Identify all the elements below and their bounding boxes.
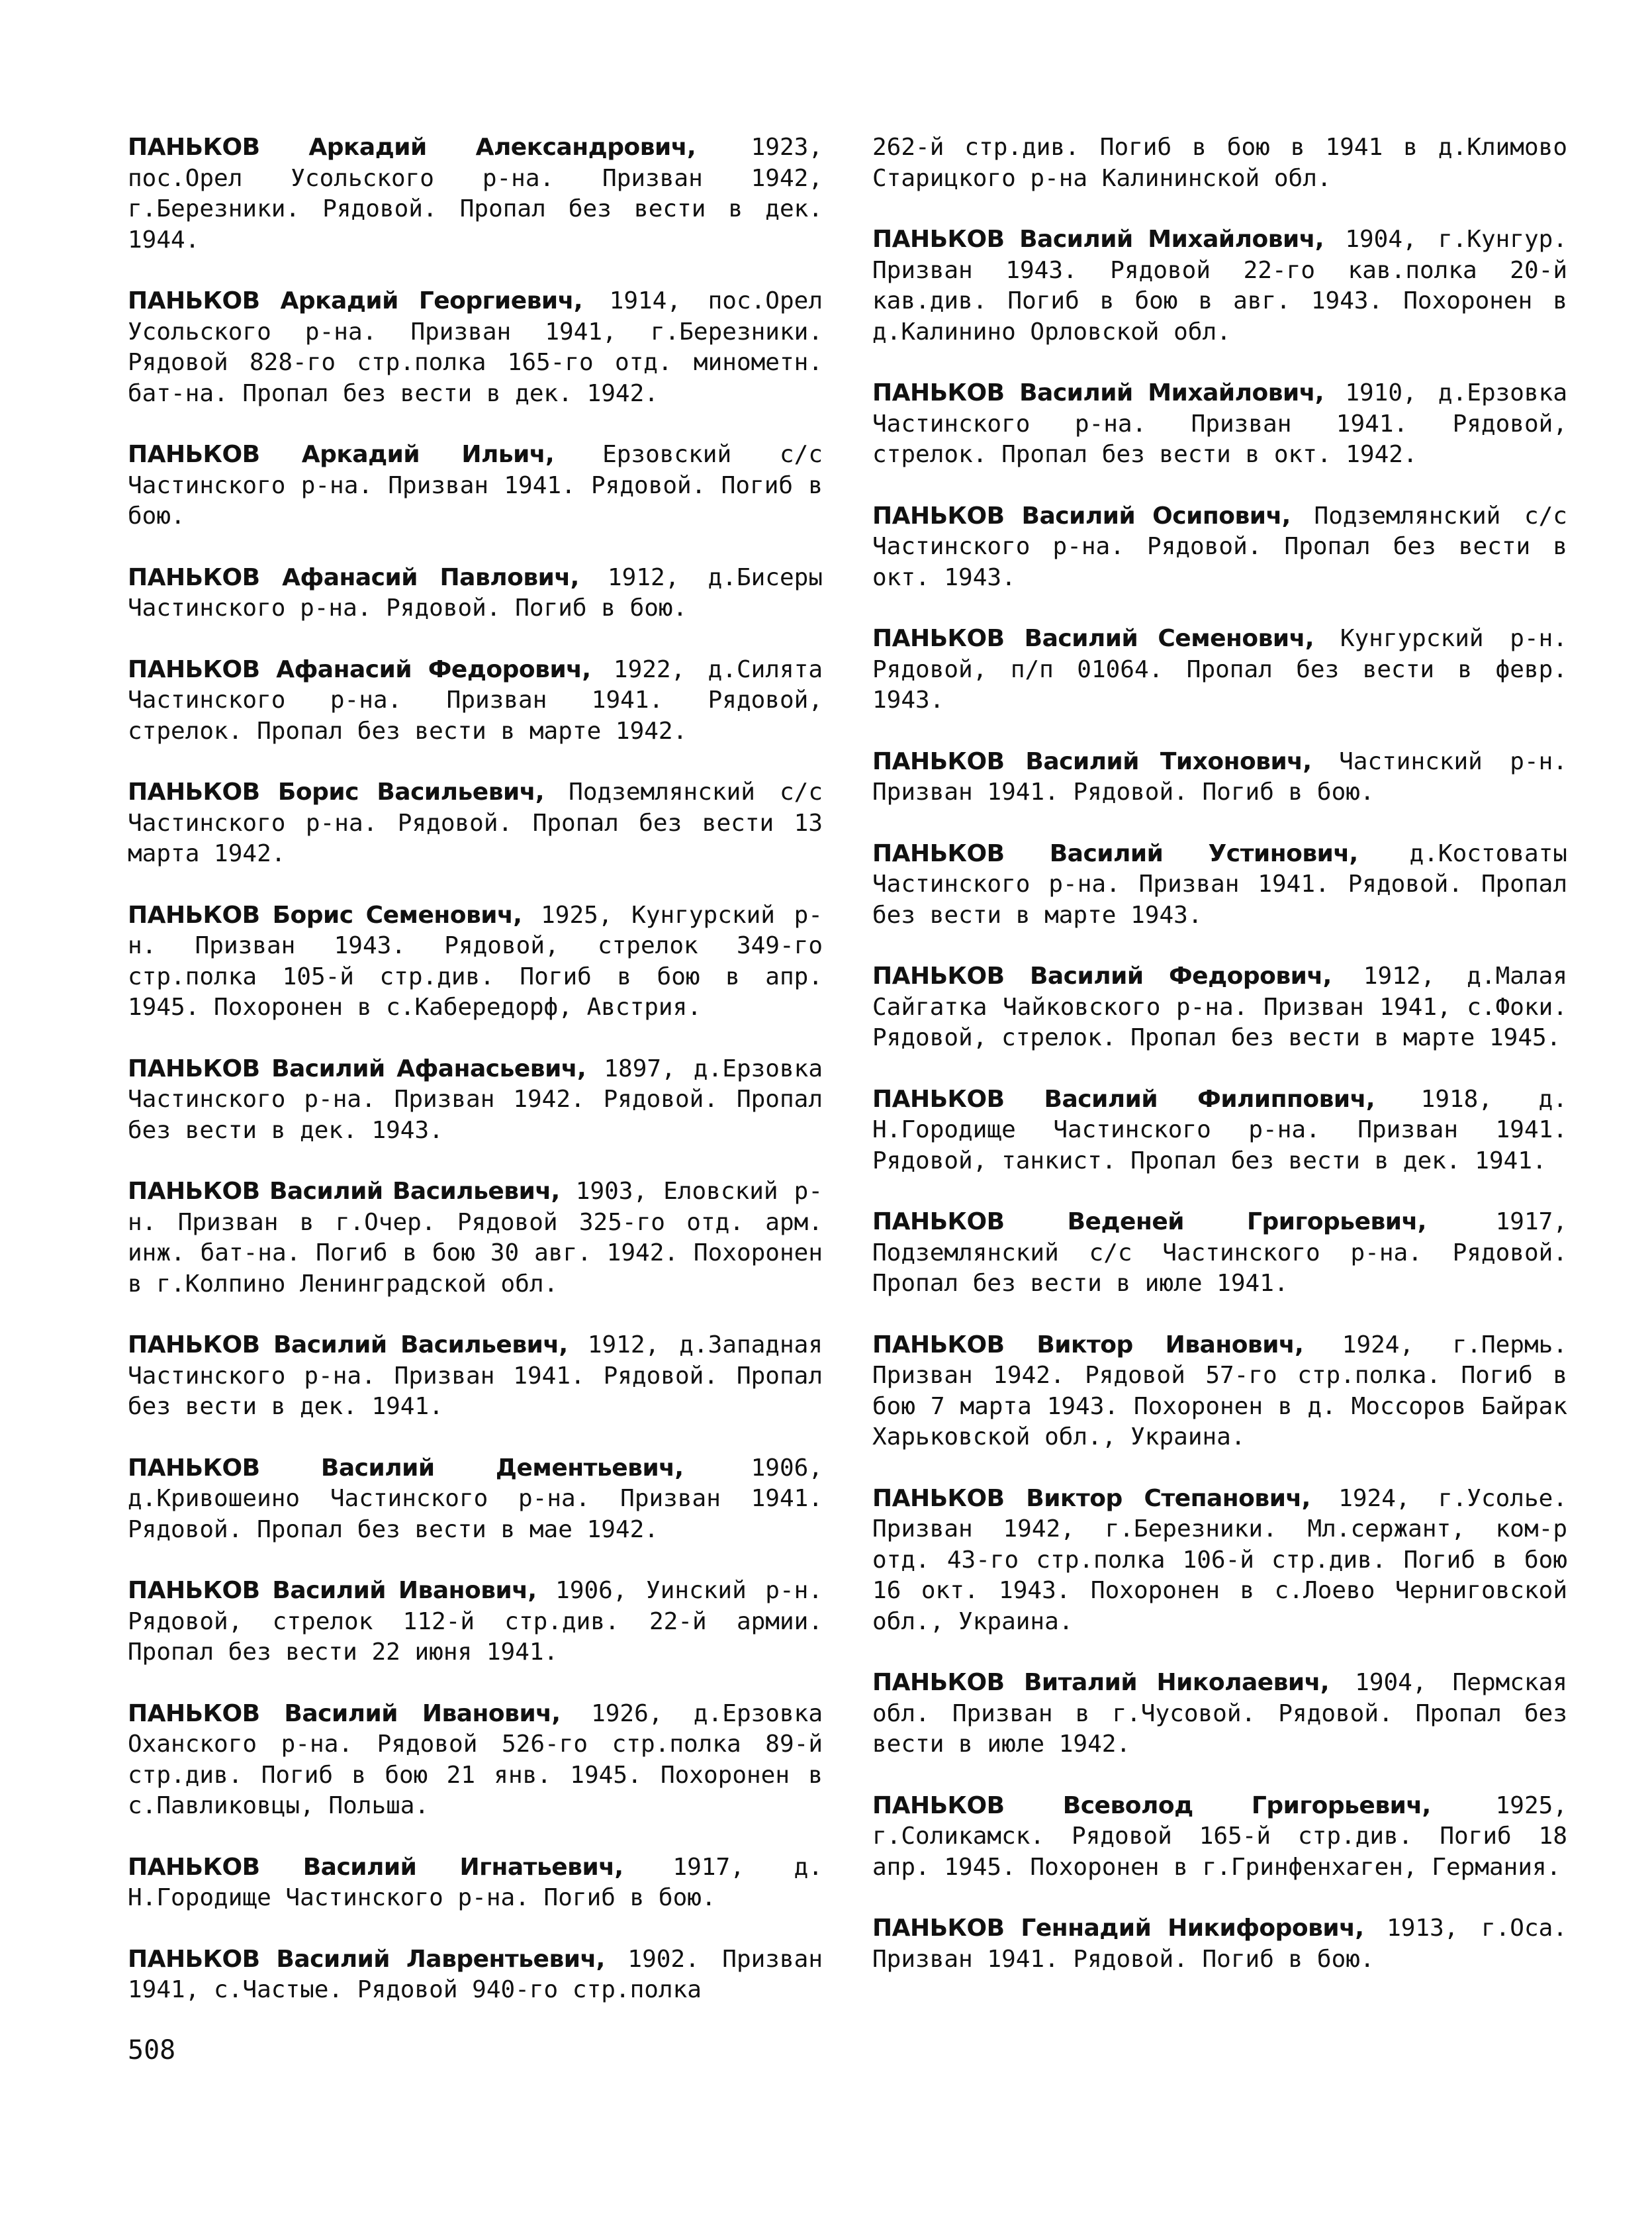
entry <box>128 1852 823 1914</box>
entry-text: 1910, д.Ерзовка Частинского р-на. Призван 1941. Рядовой, стрелок. Пропал без вести в окт. 1942. <box>872 379 1567 468</box>
entry-name: ПАНЬКОВ Веденей Григорьевич, <box>872 1208 1426 1235</box>
entry <box>128 900 823 1023</box>
entry-text: 1902. Призван 1941, с.Частые. Рядовой 940-го стр.полка <box>128 1945 823 2003</box>
entry <box>128 777 823 870</box>
entry-text: д.Костоваты Частинского р-на. Призван 1941. Рядовой. Пропал без вести в марте 1943. <box>872 839 1567 929</box>
entry <box>872 378 1567 471</box>
entry <box>128 1453 823 1546</box>
entry-text: 1922, д.Силята Частинского р-на. Призван 1941. Рядовой, стрелок. Пропал без вести в марте 1942. <box>128 655 823 745</box>
entry-name: ПАНЬКОВ Василий Васильевич, <box>128 1331 568 1358</box>
entry-name: ПАНЬКОВ Всеволод Григорьевич, <box>872 1791 1431 1819</box>
entry <box>872 501 1567 594</box>
entry-text: Ерзовский с/с Частинского р-на. Призван 1941. Рядовой. Погиб в бою. <box>128 441 823 530</box>
entry-text: 1903, Еловский р-н. Призван в г.Очер. Рядовой 325-го отд. арм. инж. бат-на. Погиб в бою 30 авг. 1942. Похоронен в г.Колпино Ленинградской обл. <box>128 1178 823 1298</box>
right-column <box>872 132 1567 2005</box>
entry <box>128 1944 823 2006</box>
entry <box>872 1330 1567 1453</box>
entry <box>128 1699 823 1822</box>
entry <box>872 839 1567 931</box>
entry-name: ПАНЬКОВ Василий Устинович, <box>872 839 1358 867</box>
entry-name: ПАНЬКОВ Василий Тихонович, <box>872 747 1312 775</box>
entry-name: ПАНЬКОВ Василий Дементьевич, <box>128 1454 684 1482</box>
entry-text: 1912, д.Бисеры Частинского р-на. Рядовой. Погиб в бою. <box>128 563 823 622</box>
entry <box>872 624 1567 716</box>
entry <box>872 132 1567 194</box>
entry <box>872 1913 1567 1975</box>
entry <box>128 1330 823 1423</box>
entry <box>128 132 823 256</box>
entry-text: 1904, Пермская обл. Призван в г.Чусовой. Рядовой. Пропал без вести в июле 1942. <box>872 1669 1567 1758</box>
entry-name: ПАНЬКОВ Василий Михайлович, <box>872 379 1324 406</box>
left-column <box>128 132 823 2036</box>
entry-text: 1917, д. Н.Городище Частинского р-на. Погиб в бою. <box>128 1853 823 1911</box>
entry-text: 1918, д. Н.Городище Частинского р-на. Призван 1941. Рядовой, танкист. Пропал без вести в дек. 1941. <box>872 1085 1567 1174</box>
entry-name: ПАНЬКОВ Василий Семенович, <box>872 625 1314 652</box>
entry-name: ПАНЬКОВ Афанасий Федорович, <box>128 655 591 683</box>
entry <box>128 1176 823 1300</box>
entry-name: ПАНЬКОВ Геннадий Никифорович, <box>872 1915 1364 1942</box>
entry-text: 262-й стр.див. Погиб в бою в 1941 в д.Климово Старицкого р-на Калининской обл. <box>872 134 1567 192</box>
entry-text: 1912, д.Западная Частинского р-на. Призван 1941. Рядовой. Пропал без вести в дек. 1941. <box>128 1331 823 1420</box>
entry-text: Кунгурский р-н. Рядовой, п/п 01064. Пропал без вести в февр. 1943. <box>872 625 1567 714</box>
entry-text: 1906, Уинский р-н. Рядовой, стрелок 112-й стр.див. 22-й армии. Пропал без вести 22 июня 1941. <box>128 1577 823 1666</box>
entry-text: Подземлянский с/с Частинского р-на. Рядовой. Пропал без вести 13 марта 1942. <box>128 779 823 867</box>
entry-text: Подземлянский с/с Частинского р-на. Рядовой. Пропал без вести в окт. 1943. <box>872 502 1567 591</box>
entry <box>128 1054 823 1147</box>
entry <box>128 1576 823 1668</box>
entry-name: ПАНЬКОВ Василий Иванович, <box>128 1699 561 1727</box>
entry-name: ПАНЬКОВ Аркадий Ильич, <box>128 441 555 468</box>
entry <box>872 1791 1567 1883</box>
entry-text: 1924, г.Пермь. Призван 1942. Рядовой 57-го стр.полка. Погиб в бою 7 марта 1943. Похоронен в д. Моссоров Байрак Харьковской обл., Украина. <box>872 1331 1567 1450</box>
entry-name: ПАНЬКОВ Виктор Степанович, <box>872 1484 1310 1512</box>
entry-text: 1913, г.Оса. Призван 1941. Рядовой. Погиб в бою. <box>872 1915 1567 1973</box>
entry <box>128 563 823 624</box>
entry-name: ПАНЬКОВ Василий Иванович, <box>128 1577 537 1604</box>
entry-text: 1912, д.Малая Сайгатка Чайковского р-на. Призван 1941, с.Фоки. Рядовой, стрелок. Пропал без вести в марте 1945. <box>872 963 1567 1051</box>
entry <box>872 1668 1567 1760</box>
entry-name: ПАНЬКОВ Аркадий Георгиевич, <box>128 287 583 314</box>
entry <box>128 440 823 532</box>
entry-text: 1924, г.Усолье. Призван 1942, г.Березники. Мл.сержант, ком-р отд. 43-го стр.полка 106-й стр.див. Погиб в бою 16 окт. 1943. Похоронен в с.Лоево Черниговской обл., Украина. <box>872 1484 1567 1635</box>
entry <box>128 286 823 409</box>
entry-text: 1904, г.Кунгур. Призван 1943. Рядовой 22-го кав.полка 20-й кав.див. Погиб в бою в авг. 1943. Похоронен в д.Калинино Орловской обл. <box>872 226 1567 346</box>
entry-name: ПАНЬКОВ Борис Семенович, <box>128 901 522 929</box>
entry-text: 1926, д.Ерзовка Оханского р-на. Рядовой 526-го стр.полка 89-й стр.див. Погиб в бою 21 янв. 1945. Похоронен в с.Павликовцы, Польша. <box>128 1699 823 1819</box>
entry <box>872 224 1567 348</box>
entry-name: ПАНЬКОВ Виктор Иванович, <box>872 1331 1304 1358</box>
entry-text: 1914, пос.Орел Усольского р-на. Призван 1941, г.Березники. Рядовой 828-го стр.полка 165-го отд. минометн. бат-на. Пропал без вести в дек. 1942. <box>128 287 823 407</box>
entry-text: 1923, пос.Орел Усольского р-на. Призван 1942, г.Березники. Рядовой. Пропал без вести в дек. 1944. <box>128 134 823 254</box>
entry-name: ПАНЬКОВ Василий Васильевич, <box>128 1178 560 1205</box>
entry-text: Частинский р-н. Призван 1941. Рядовой. Погиб в бою. <box>872 747 1567 806</box>
entry-name: ПАНЬКОВ Василий Афанасьевич, <box>128 1055 586 1082</box>
entry-name: ПАНЬКОВ Василий Игнатьевич, <box>128 1853 623 1881</box>
entry <box>872 961 1567 1054</box>
page-number: 508 <box>128 2035 176 2066</box>
entry <box>872 1484 1567 1638</box>
entry-name: ПАНЬКОВ Василий Филиппович, <box>872 1085 1375 1113</box>
entry-text: 1897, д.Ерзовка Частинского р-на. Призван 1942. Рядовой. Пропал без вести в дек. 1943. <box>128 1055 823 1144</box>
entry-name: ПАНЬКОВ Аркадий Александрович, <box>128 134 696 161</box>
entry <box>872 1084 1567 1177</box>
entry-name: ПАНЬКОВ Василий Лаврентьевич, <box>128 1945 605 1973</box>
entry-name: ПАНЬКОВ Василий Федорович, <box>872 963 1332 990</box>
entry-text: 1906, д.Кривошеино Частинского р-на. Призван 1941. Рядовой. Пропал без вести в мае 1942. <box>128 1454 823 1543</box>
entry-name: ПАНЬКОВ Василий Осипович, <box>872 502 1291 530</box>
entry-name: ПАНЬКОВ Виталий Николаевич, <box>872 1669 1330 1696</box>
entry <box>872 747 1567 808</box>
entry-name: ПАНЬКОВ Борис Васильевич, <box>128 779 545 806</box>
entry <box>128 655 823 747</box>
entry <box>872 1207 1567 1300</box>
entry-text: 1925, Кунгурский р-н. Призван 1943. Рядовой, стрелок 349-го стр.полка 105-й стр.див. Погиб в бою в апр. 1945. Похоронен в с.Кабередорф, Австрия. <box>128 901 823 1021</box>
entry-name: ПАНЬКОВ Афанасий Павлович, <box>128 563 579 591</box>
entry-text: 1925, г.Соликамск. Рядовой 165-й стр.див. Погиб 18 апр. 1945. Похоронен в г.Гринфенхаген, Германия. <box>872 1791 1567 1881</box>
entry-name: ПАНЬКОВ Василий Михайлович, <box>872 226 1324 253</box>
entry-text: 1917, Подземлянский с/с Частинского р-на. Рядовой. Пропал без вести в июле 1941. <box>872 1208 1567 1297</box>
